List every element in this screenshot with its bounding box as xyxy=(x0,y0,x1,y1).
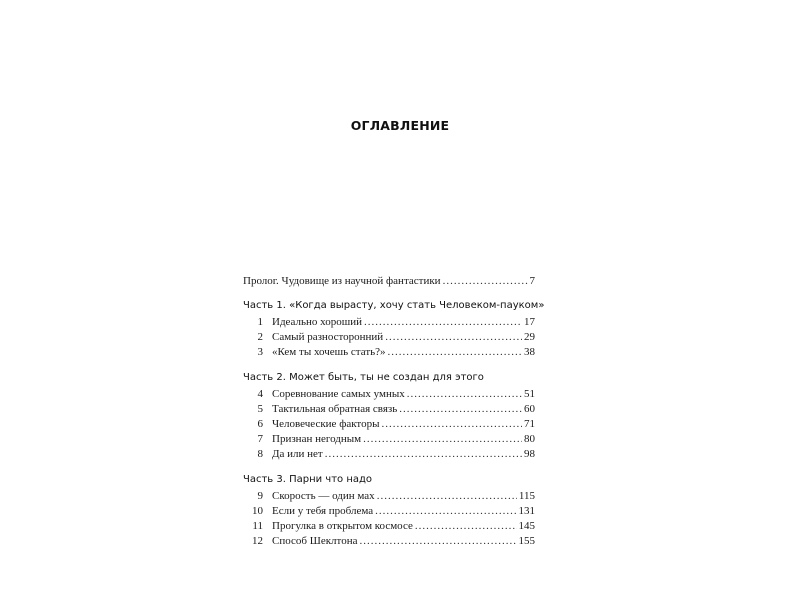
entry-title: Пролог. Чудовище из научной фантастики xyxy=(243,275,441,287)
entry-page-number: 71 xyxy=(524,418,535,430)
toc-entry xyxy=(243,387,535,402)
table-of-contents xyxy=(243,274,545,549)
entry-page-number: 29 xyxy=(524,331,535,343)
chapter-number: 2 xyxy=(257,331,263,343)
entry-title: Соревнование самых умных xyxy=(272,388,405,400)
chapter-number: 4 xyxy=(257,388,263,400)
chapter-number: 10 xyxy=(252,505,263,517)
dot-leader xyxy=(399,402,522,417)
entry-page-number: 7 xyxy=(529,275,535,287)
entry-page-number: 115 xyxy=(518,490,535,502)
entry-page-number: 51 xyxy=(524,388,535,400)
entry-page-number: 80 xyxy=(524,433,535,445)
entry-title: Идеально хороший xyxy=(272,316,363,328)
dot-leader xyxy=(359,534,516,549)
chapter-number: 12 xyxy=(252,535,263,547)
chapter-number: 3 xyxy=(257,346,263,358)
entry-page-number: 60 xyxy=(524,403,535,415)
dot-leader xyxy=(375,504,516,519)
toc-entry xyxy=(243,504,535,519)
entry-page-number: 17 xyxy=(524,316,535,328)
entry-page-number: 98 xyxy=(524,448,535,460)
chapter-number: 8 xyxy=(257,448,263,460)
part-heading: Часть 1. «Когда вырасту, хочу стать Человеком-пауком» xyxy=(243,300,545,311)
toc-entry xyxy=(243,432,535,447)
dot-leader xyxy=(407,387,522,402)
toc-entry xyxy=(243,417,535,432)
entry-title: Человеческие факторы xyxy=(272,418,380,430)
dot-leader xyxy=(364,315,522,330)
chapter-number: 11 xyxy=(252,520,263,532)
entry-title: Да или нет xyxy=(272,448,323,460)
dot-leader xyxy=(381,417,522,432)
toc-entry xyxy=(243,402,535,417)
chapter-number: 7 xyxy=(257,433,263,445)
toc-entry xyxy=(243,345,535,360)
toc-entry xyxy=(243,447,535,462)
entry-title: «Кем ты хочешь стать?» xyxy=(272,346,386,358)
entry-page-number: 38 xyxy=(524,346,535,358)
toc-entry xyxy=(243,489,535,504)
dot-leader xyxy=(385,330,522,345)
chapter-number: 6 xyxy=(257,418,263,430)
entry-title: Прогулка в открытом космосе xyxy=(272,520,413,532)
entry-title: Тактильная обратная связь xyxy=(272,403,398,415)
toc-entry xyxy=(243,330,535,345)
part-heading: Часть 3. Парни что надо xyxy=(243,474,373,485)
entry-title: Способ Шеклтона xyxy=(272,535,358,547)
entry-title: Скорость — один мах xyxy=(272,490,375,502)
dot-leader xyxy=(388,345,522,360)
entry-page-number: 145 xyxy=(518,520,535,532)
chapter-number: 5 xyxy=(257,403,263,415)
entry-page-number: 155 xyxy=(518,535,535,547)
entry-title: Если у тебя проблема xyxy=(272,505,374,517)
dot-leader xyxy=(415,519,517,534)
part-heading: Часть 2. Может быть, ты не создан для этого xyxy=(243,372,484,383)
toc-entry-prologue xyxy=(243,274,535,289)
entry-page-number: 131 xyxy=(518,505,535,517)
chapter-number: 9 xyxy=(257,490,263,502)
dot-leader xyxy=(363,432,522,447)
entry-title: Признан негодным xyxy=(272,433,362,445)
entry-title: Самый разносторонний xyxy=(272,331,384,343)
chapter-number: 1 xyxy=(257,316,263,328)
dot-leader xyxy=(325,447,522,462)
toc-heading: ОГЛАВЛЕНИЕ xyxy=(350,118,450,133)
toc-entry xyxy=(243,519,535,534)
toc-entry xyxy=(243,315,535,330)
dot-leader xyxy=(443,274,528,289)
toc-entry xyxy=(243,534,535,549)
dot-leader xyxy=(377,489,517,504)
